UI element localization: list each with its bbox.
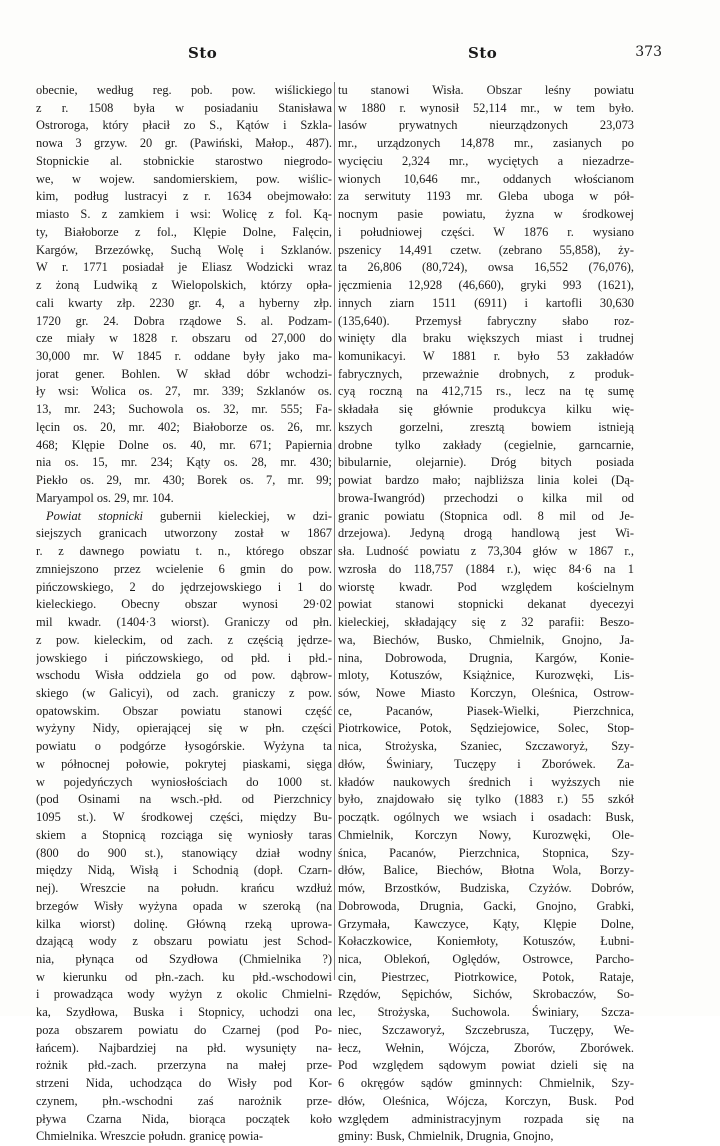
text-line: cin, Piestrzec, Piotrkowice, Potok, Rataje, — [338, 969, 634, 984]
text-line: kieleckiej, składający się z 32 parafii: Beszo- — [338, 615, 634, 630]
text-line: skiego (w Galicyi), od zach. graniczy z pow. — [36, 685, 332, 700]
text-line: Chmielnik, Korczyn Nowy, Kurozwęki, Ole- — [338, 827, 634, 842]
text-line: sów, Nowe Miasto Korczyn, Oleśnica, Ostrow- — [338, 685, 634, 700]
text-line: pińczowskiego, 2 do jędrzejowskiego i 1 do — [36, 579, 332, 594]
text-line: powiat bardzo mało; najbliższa linia kolei (Dą- — [338, 473, 634, 488]
text-line: kszych gorzelni, zresztą bowiem istnieją — [338, 419, 634, 434]
text-line: Ostroroga, który płacił zo S., Kątów i Szkla- — [36, 118, 332, 133]
text-line: we, w wojew. sandomierskiem, pow. wiślic- — [36, 171, 332, 186]
text-line: z żoną Ludwiką z Wielopolskich, którzy opła- — [36, 278, 332, 293]
left-headword: Sto — [188, 44, 218, 62]
text-line: łecz, Wełnin, Wójcza, Zborów, Zborówek. — [338, 1040, 634, 1055]
text-line: czynem, płn.-wschodni zaś narożnik prze- — [36, 1093, 332, 1108]
text-line: nej). Wreszcie na połudn. krańcu wzdłuż — [36, 881, 332, 896]
text-line: lasów prywatnych nieurządzonych 23,073 — [338, 118, 634, 133]
text-line: winięty dla braku większych miast i trudnej — [338, 331, 634, 346]
text-line: wiorstę kwadr. Pod względem kościelnym — [338, 579, 634, 594]
text-line: śnica, Pacanów, Pierzchnica, Stopnica, Szy- — [338, 845, 634, 860]
text-line: mloty, Kotuszów, Książnice, Kurozwęki, Lis- — [338, 668, 634, 683]
text-line: dzającą wody z obszaru powiatu jest Schod- — [36, 934, 332, 949]
text-line: wycięciu 2,324 mr., wyciętych a niezadrze- — [338, 153, 634, 168]
right-headword: Sto — [468, 44, 498, 62]
text-line: między Nidą, Wisłą i Schodnią (dopł. Czarn- — [36, 863, 332, 878]
text-line: wzrosła do 118,757 (1884 r.), więc 84·6 na 1 — [338, 561, 634, 576]
text-line: i południowej części. W 1876 r. wysiano — [338, 224, 634, 239]
text-line: miasto S. z zamkiem i wsi: Wolicę z fol. Ką- — [36, 207, 332, 222]
text-line: 13, mr. 243; Suchowola os. 32, mr. 555; Fa- — [36, 402, 332, 417]
text-line: Chmielnika. Wreszcie połudn. granicę powia- — [36, 1129, 264, 1144]
text-line: (800 do 900 st.), stanowiący dział wodny — [36, 845, 332, 860]
text-line: jowskiego i pińczowskiego, od płd. i płd.- — [36, 650, 332, 665]
text-line: Rzędów, Sępichów, Sichów, Skrobaczów, So- — [338, 987, 634, 1002]
text-line: Kargów, Brzezówkę, Suchą Wolę i Szklanów. — [36, 242, 332, 257]
text-line: innych ziarn 1511 (6911) i kartofli 30,630 — [338, 295, 634, 310]
text-line: gminy: Busk, Chmielnik, Drugnia, Gnojno, — [338, 1129, 554, 1144]
text-line: rożnik płd.-zach. przerzyna na małej prze- — [36, 1058, 332, 1073]
text-line: ty, Białoborze z fol., Klępie Dolne, Falęcin, — [36, 224, 332, 239]
text-line: względem administracyjnym rozpada się na — [338, 1111, 634, 1126]
text-line: kilka wiorst) dolinę. Główną rzeką uprowa- — [36, 916, 332, 931]
text-line: lec, Strożyska, Suchowola. Świniary, Szcza- — [338, 1005, 634, 1020]
text-line: mil kwadr. (1404·3 wiorst). Graniczy od płn. — [36, 615, 332, 630]
text-line: ka, Szydłowa, Buska i Stopnicy, uchodzi ona — [36, 1005, 332, 1020]
text-line: siejszych granicach utworzony został w 1867 — [36, 526, 332, 541]
text-line: pływa Czarna Nida, biorąca początek koło — [36, 1111, 332, 1126]
text-line: nica, Strożyska, Szaniec, Szczaworyż, Szy- — [338, 739, 634, 754]
text-line: Piotrkowice, Potok, Sędziejowice, Solec, Stop- — [338, 721, 634, 736]
text-line: z r. 1508 była w posiadaniu Stanisława — [36, 100, 332, 115]
text-line: browa-Iwangród) przechodzi o kilka mil od — [338, 490, 634, 505]
text-line: cyą roczną na 412,715 rs., lecz na tę sumę — [338, 384, 634, 399]
text-line: nina, Dobrowoda, Drugnia, Kargów, Konie- — [338, 650, 634, 665]
text-line: (135,640). Przemysł fabryczny słabo roz- — [338, 313, 634, 328]
text-line: Maryampol os. 29, mr. 104. — [36, 490, 174, 505]
text-line: nocnym pasie powiatu, żyzna w środkowej — [338, 207, 634, 222]
text-line: kim, podług lustracyi z r. 1634 obejmowało: — [36, 189, 332, 204]
text-line: dłów, Świniary, Tuczępy i Zborówek. Za- — [338, 756, 634, 771]
text-line: z pow. kieleckim, od zach. z częścią jędrze- — [36, 632, 332, 647]
text-line: nowa 3 grzyw. 20 gr. (Pawiński, Małop., 487). — [36, 136, 332, 151]
page-number: 373 — [635, 44, 662, 60]
text-line: nica, Oblekoń, Oględów, Ostrowce, Parcho- — [338, 951, 634, 966]
text-line: Powiat stopnicki gubernii kieleckiej, w dzi- — [46, 508, 332, 523]
text-line: nia os. 15, mr. 234; Kąty os. 28, mr. 430; — [36, 455, 332, 470]
text-line: niec, Szczaworyż, Szczebrusza, Tuczępy, We- — [338, 1022, 634, 1037]
text-line: w kierunku od płn.-zach. ku płd.-wschodowi — [36, 969, 332, 984]
text-line: 1720 gr. 24. Dobra rządowe S. al. Podzam- — [36, 313, 332, 328]
text-line: Grzymała, Kawczyce, Kąty, Klępie Dolne, — [338, 916, 634, 931]
text-line: strzeni Nida, uchodząca do Wisły pod Kor- — [36, 1076, 332, 1091]
text-line: powiatu o podgórze łysogórskie. Wyżyna ta — [36, 739, 332, 754]
text-line: fabrycznych, przeważnie drobnych, z produk- — [338, 366, 634, 381]
text-line: w 1880 r. wynosił 52,114 mr., w tem było. — [338, 100, 634, 115]
text-line: kładów naukowych średnich i wyższych nie — [338, 774, 634, 789]
text-line: wa, Biechów, Busko, Chmielnik, Gnojno, Ja- — [338, 632, 634, 647]
text-line: początk. ogólnych we wsiach i osadach: Busk, — [338, 810, 634, 825]
right-text-column — [338, 82, 634, 1146]
text-line: łańcem). Najbardziej na płd. wysunięty na- — [36, 1040, 332, 1055]
text-line: Pod względem sądowym powiat dzieli się na — [338, 1058, 634, 1073]
text-line: lęcin os. 20, mr. 402; Białoborze os. 26, mr. — [36, 419, 332, 434]
text-line: cali kwarty złp. 2230 gr. 4, a hyberny złp. — [36, 295, 332, 310]
text-line: bibularnie, olejarnie). Dróg bitych posiada — [338, 455, 634, 470]
text-line: 468; Klępie Dolne os. 40, mr. 671; Papiernia — [36, 437, 332, 452]
text-line: w pojedyńczych wyniosłościach do 1000 st. — [36, 774, 332, 789]
text-line: Stopnickie al. stobnickie starostwo niegrodo- — [36, 153, 332, 168]
text-line: w północnej połowie, pokrytej piaskami, sięga — [36, 756, 332, 771]
text-line: Piekło os. 29, mr. 430; Borek os. 7, mr. 99; — [36, 473, 332, 488]
text-line: drzejowa). Jedyną drogą handlową jest Wi- — [338, 526, 634, 541]
text-line: mr., urządzonych 14,878 mr., zasianych po — [338, 136, 634, 151]
column-divider — [334, 82, 335, 980]
text-line: i prowadząca wody wyżyn z okolic Chmielni- — [36, 987, 332, 1002]
running-head — [36, 44, 662, 66]
text-line: tu stanowi Wisła. Obszar leśny powiatu — [338, 83, 634, 97]
text-line: dłów, Balice, Biechów, Błotna Wola, Borzy- — [338, 863, 634, 878]
text-line: drobne tylko zakłady (cegielnie, garncarnie, — [338, 437, 634, 452]
text-line: pszenicy 14,491 czetw. (zebrano 55,858), ży- — [338, 242, 634, 257]
text-line: składała się głównie produkcya kilku wię- — [338, 402, 634, 417]
text-line: Kołaczkowice, Koniemłoty, Kotuszów, Łubni- — [338, 934, 634, 949]
text-line: komunikacyi. W 1881 r. było 53 zakładów — [338, 349, 634, 364]
text-line: sła. Ludność powiatu z 73,304 głów w 1867 r., — [338, 544, 634, 559]
text-line: jęczmienia 12,928 (46,660), gryki 993 (1621), — [338, 278, 634, 293]
text-line: Dobrowoda, Drugnia, Gacki, Gnojno, Grabki, — [338, 898, 634, 913]
text-line: brzegów Wisły wyżyna opada w szeroką (na — [36, 898, 332, 913]
text-line: wionych 10,646 mr., oddanych włościanom — [338, 171, 634, 186]
text-line: 6 okręgów sądów gminnych: Chmielnik, Szy- — [338, 1076, 634, 1091]
text-line: 1095 st.). W środkowej części, między Bu- — [36, 810, 332, 825]
text-line: dłów, Oleśnica, Wójcza, Korczyn, Busk. Pod — [338, 1093, 634, 1108]
text-line: powiat stanowi stopnicki dekanat dyecezyi — [338, 597, 634, 612]
text-line: poza obszarem powiatu do Czarnej (pod Po- — [36, 1022, 332, 1037]
text-line: było, znajdowało się tylko (1883 r.) 55 szkół — [338, 792, 634, 807]
text-line: wschodu Wisła oddziela go od pow. dąbrow- — [36, 668, 332, 683]
left-text-column — [36, 82, 332, 1146]
text-line: ta 26,806 (80,724), owsa 16,552 (76,076), — [338, 260, 634, 275]
text-line: granic powiatu (Stopnica odl. 8 mil od Je- — [338, 508, 634, 523]
text-line: kieleckiego. Obecny obszar wynosi 29·02 — [36, 597, 332, 612]
text-line: W r. 1771 posiadał je Eliasz Wodzicki wraz — [36, 260, 332, 275]
text-line: za serwituty 1193 mr. Gleba uboga w pół- — [338, 189, 634, 204]
text-line: opatowskim. Obszar powiatu stanowi część — [36, 703, 332, 718]
text-line: skiem a Stopnicą rozciąga się wyniosły taras — [36, 827, 332, 842]
text-line: (pod Osinami na wsch.-płd. od Pierzchnicy — [36, 792, 332, 807]
text-line: ły wsi: Wolica os. 27, mr. 339; Szklanów os. — [36, 384, 332, 399]
text-line: zmniejszono przez wcielenie 6 gmin do pow. — [36, 561, 332, 576]
text-line: ce, Pacanów, Piasek-Wielki, Pierzchnica, — [338, 703, 634, 718]
text-line: 30,000 mr. W 1845 r. oddane były jako ma- — [36, 349, 332, 364]
text-line: mów, Brzostków, Budziska, Czyżów. Dobrów, — [338, 881, 634, 896]
text-line: nia, płynąca od Szydłowa (Chmielnika ?) — [36, 951, 332, 966]
text-line: r. z dawnego powiatu t. n., którego obszar — [36, 544, 332, 559]
text-line: cze miały w 1828 r. obszaru od 27,000 do — [36, 331, 332, 346]
text-line: wyżyny Nidy, opierającej się w płn. części — [36, 721, 332, 736]
text-line: obecnie, według reg. pob. pow. wiślickiego — [36, 83, 332, 97]
text-line: jorat gener. Bohlen. W skład dóbr wchodzi- — [36, 366, 332, 381]
